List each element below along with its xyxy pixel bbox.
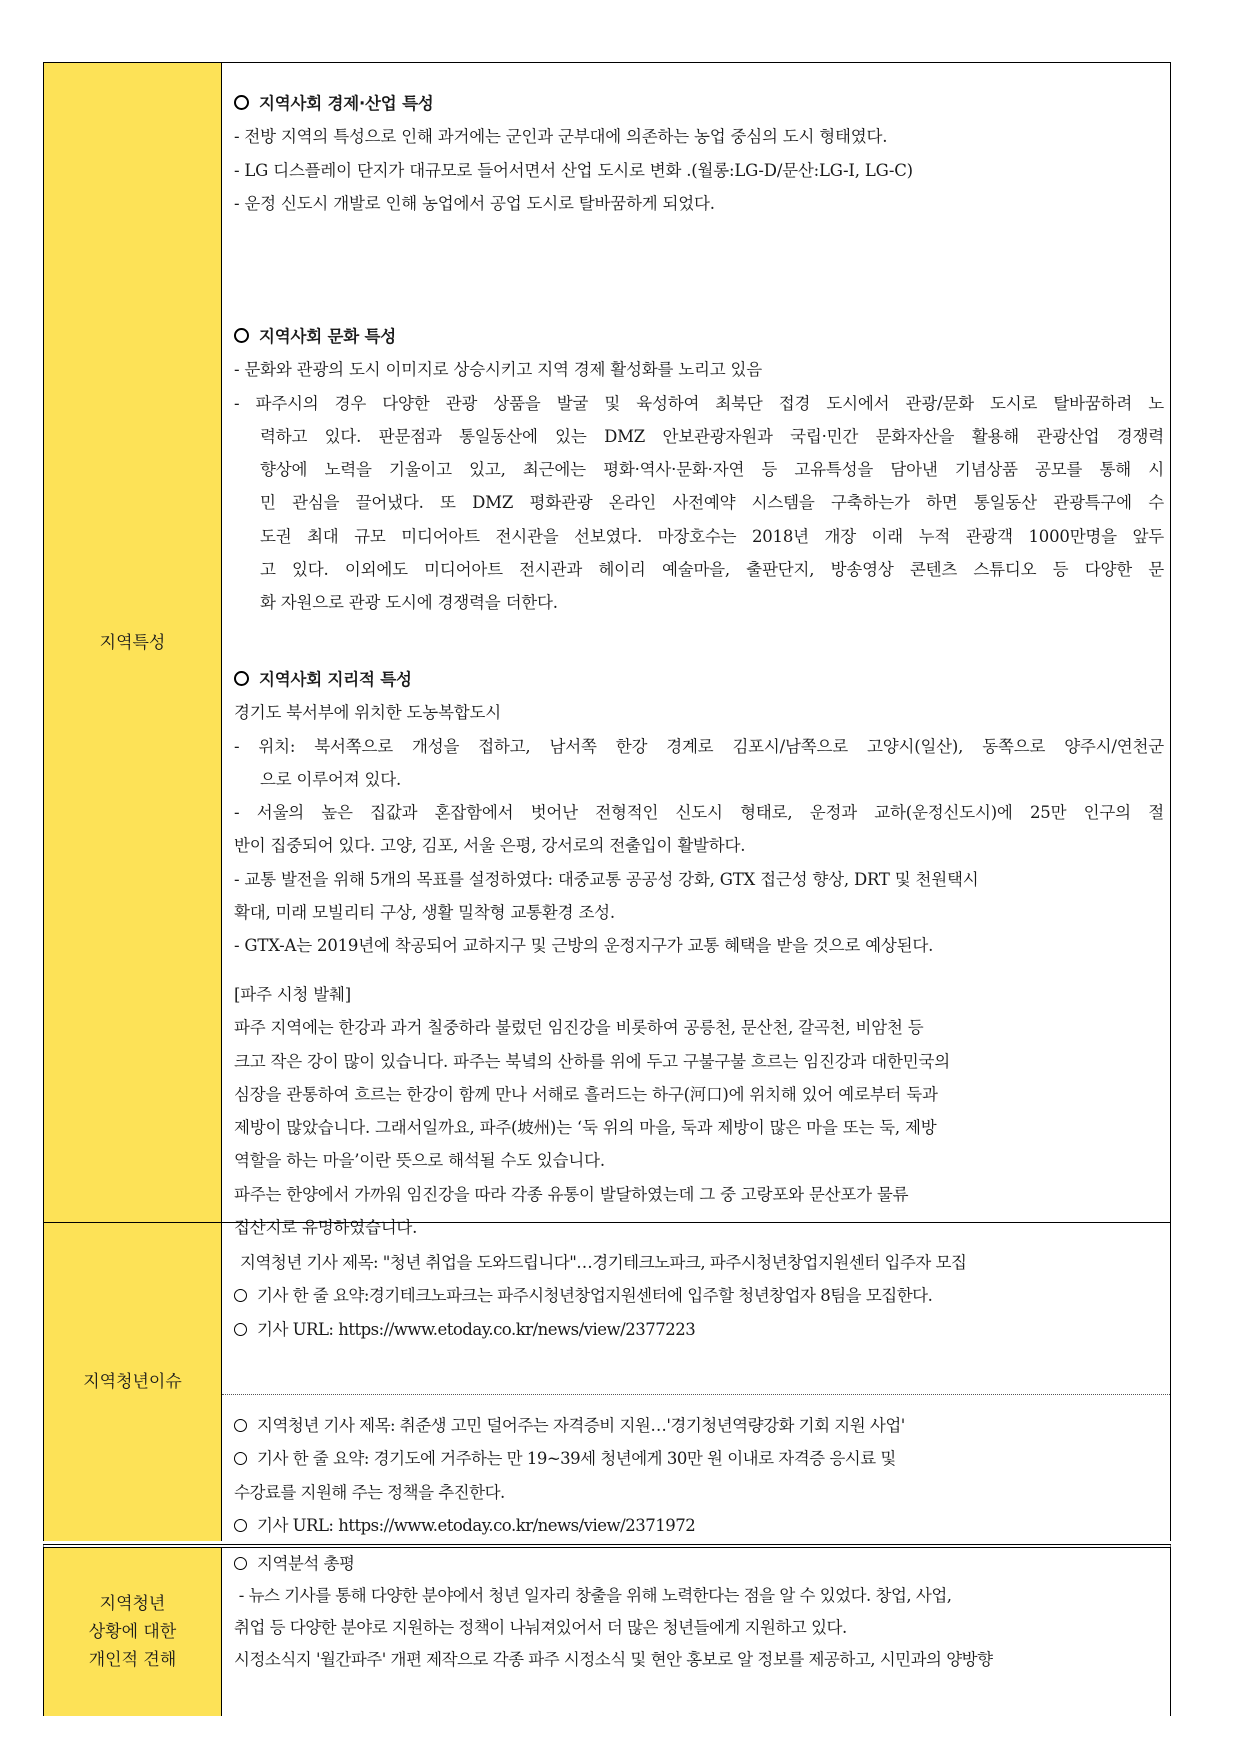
opinion-label-line: 개인적 견해 xyxy=(88,1650,177,1670)
econ-section xyxy=(234,87,1164,220)
econ-line: - 운정 신도시 개발로 인해 농업에서 공업 도시로 탈바꿈하게 되었다. xyxy=(234,193,715,213)
geo-line: - 교통 발전을 위해 5개의 목표를 설정하였다: 대중교통 공공성 강화, GTX 접근성 향상, DRT 및 천원택시 xyxy=(234,869,979,889)
excerpt-line: 크고 작은 강이 많이 있습니다. 파주는 북녘의 산하를 위에 두고 구불구불 흐르는 임진강과 대한민국의 xyxy=(234,1051,950,1071)
article-2-title: 지역청년 기사 제목: 취준생 고민 덜어주는 자격증비 지원…'경기청년역량강화 기회 지원 사업' xyxy=(234,1409,1164,1442)
row-personal-opinion xyxy=(43,1544,1171,1716)
document-table xyxy=(43,62,1171,1712)
row-youth-issues xyxy=(43,1222,1171,1541)
excerpt-title: [파주 시청 발췌] xyxy=(234,985,351,1004)
excerpt-line: 파주 지역에는 한강과 과거 칠중하라 불렀던 임진강을 비롯하여 공릉천, 문산천, 갈곡천, 비암천 등 xyxy=(234,1018,924,1038)
row-label-region: 지역특성 xyxy=(44,63,222,1223)
geo-line: 확대, 미래 모빌리티 구상, 생활 밀착형 교통환경 조성. xyxy=(234,903,615,923)
excerpt-line: 역할을 하는 마을’이란 뜻으로 해석될 수도 있습니다. xyxy=(234,1151,605,1171)
opinion-line: 취업 등 다양한 분야로 지원하는 정책이 나눠져있어서 더 많은 청년들에게 지원하고 있다. xyxy=(234,1618,847,1637)
opinion-content xyxy=(222,1548,1170,1716)
excerpt-line: 심장을 관통하여 흐르는 한강이 함께 만나 서해로 흘러드는 하구(河口)에 위치해 있어 예로부터 둑과 xyxy=(234,1084,938,1104)
econ-line: - LG 디스플레이 단지가 대규모로 들어서면서 산업 도시로 변화 .(월롱:LG-D/문산:LG-I, LG-C) xyxy=(234,160,913,180)
article-2-summary: 기사 한 줄 요약: 경기도에 거주하는 만 19~39세 청년에게 30만 원 이내로 자격증 응시료 및 xyxy=(234,1442,1164,1475)
culture-line: 민 관심을 끌어냈다. 또 DMZ 평화관광 온라인 사전예약 시스템을 구축하는가 하면 통일동산 관광특구에 수 xyxy=(260,493,1164,513)
opinion-label-line: 지역청년 xyxy=(99,1594,166,1614)
circle-bullet-icon xyxy=(234,671,249,686)
geo-line: 경기도 북서부에 위치한 도농복합도시 xyxy=(234,703,501,723)
circle-bullet-icon xyxy=(234,1419,247,1432)
excerpt-line: 집산지로 유명하였습니다. xyxy=(234,1218,418,1238)
opinion-section xyxy=(234,1548,1164,1676)
culture-line: 화 자원으로 관광 도시에 경쟁력을 더한다. xyxy=(260,593,558,613)
circle-bullet-icon xyxy=(234,1452,247,1465)
article-divider xyxy=(222,1394,1170,1395)
geo-line: - GTX-A는 2019년에 착공되어 교하지구 및 근방의 운정지구가 교통 혜택을 받을 것으로 예상된다. xyxy=(234,936,934,956)
opinion-line: - 뉴스 기사를 통해 다양한 분야에서 청년 일자리 창출을 위해 노력한다는 점을 알 수 있었다. 창업, 사업, xyxy=(234,1586,952,1605)
geo-section xyxy=(234,663,1164,963)
excerpt-line: 제방이 많았습니다. 그래서일까요, 파주(坡州)는 ‘둑 위의 마을, 둑과 제방이 많은 마을 또는 둑, 제방 xyxy=(234,1118,937,1138)
region-content xyxy=(222,63,1170,1238)
econ-line: - 전방 지역의 특성으로 인해 과거에는 군인과 군부대에 의존하는 농업 중심의 도시 형태였다. xyxy=(234,127,888,147)
circle-bullet-icon xyxy=(234,1519,247,1532)
culture-line: - 파주시의 경우 다양한 관광 상품을 발굴 및 육성하여 최북단 접경 도시에서 관광/문화 도시로 탈바꿈하려 노 xyxy=(234,393,1164,413)
article-1-summary: 기사 한 줄 요약:경기테크노파크는 파주시청년창업지원센터에 입주할 청년창업자 8팀을 모집한다. xyxy=(234,1279,1164,1312)
article-2 xyxy=(234,1409,1164,1542)
row-label-youth: 지역청년이슈 xyxy=(44,1223,222,1541)
geo-line: 반이 집중되어 있다. 고양, 김포, 서울 은평, 강서로의 전출입이 활발하다. xyxy=(234,836,746,856)
opinion-label-line: 상황에 대한 xyxy=(88,1622,177,1642)
circle-bullet-icon xyxy=(234,95,249,110)
article-2-summary: 수강료를 지원해 주는 정책을 추진한다. xyxy=(234,1482,505,1502)
culture-line: 고 있다. 이외에도 미디어아트 전시관과 헤이리 예술마을, 출판단지, 방송영상 콘텐츠 스튜디오 등 다양한 문 xyxy=(260,560,1164,580)
row-label-opinion xyxy=(44,1548,222,1716)
culture-heading: 지역사회 문화 특성 xyxy=(234,320,1164,353)
article-2-url: 기사 URL: https://www.etoday.co.kr/news/view/2371972 xyxy=(234,1509,1164,1542)
opinion-heading: 지역분석 총평 xyxy=(234,1548,1164,1580)
youth-content xyxy=(222,1223,1170,1541)
geo-line: 으로 이루어져 있다. xyxy=(260,769,402,789)
culture-line: 력하고 있다. 판문점과 통일동산에 있는 DMZ 안보관광자원과 국립·민간 문화자산을 활용해 관광산업 경쟁력 xyxy=(260,426,1164,446)
circle-bullet-icon xyxy=(234,1557,247,1570)
circle-bullet-icon xyxy=(234,1323,247,1336)
article-1-url: 기사 URL: https://www.etoday.co.kr/news/view/2377223 xyxy=(234,1313,1164,1346)
geo-line: - 서울의 높은 집값과 혼잡함에서 벗어난 전형적인 신도시 형태로, 운정과 교하(운정신도시)에 25만 인구의 절 xyxy=(234,803,1164,823)
culture-line: 도권 최대 규모 미디어아트 전시관을 선보였다. 마장호수는 2018년 개장 이래 누적 관광객 1000만명을 앞두 xyxy=(260,526,1164,546)
excerpt-section xyxy=(234,978,1164,1244)
econ-heading: 지역사회 경제·산업 특성 xyxy=(234,87,1164,120)
row-region-characteristics xyxy=(43,62,1171,1238)
culture-section xyxy=(234,320,1164,620)
geo-line: - 위치: 북서쪽으로 개성을 접하고, 남서쪽 한강 경계로 김포시/남쪽으로 고양시(일산), 동쪽으로 양주시/연천군 xyxy=(234,736,1164,756)
culture-line: 향상에 노력을 기울이고 있고, 최근에는 평화·역사·문화·자연 등 고유특성을 담아낸 기념상품 공모를 통해 시 xyxy=(260,460,1164,480)
geo-heading: 지역사회 지리적 특성 xyxy=(234,663,1164,696)
article-1 xyxy=(234,1246,1164,1346)
circle-bullet-icon xyxy=(234,1289,247,1302)
article-1-title: 지역청년 기사 제목: "청년 취업을 도와드립니다"…경기테크노파크, 파주시청년창업지원센터 입주자 모집 xyxy=(240,1253,967,1272)
excerpt-line: 파주는 한양에서 가까워 임진강을 따라 각종 유통이 발달하였는데 그 중 고랑포와 문산포가 물류 xyxy=(234,1184,909,1204)
culture-line: - 문화와 관광의 도시 이미지로 상승시키고 지역 경제 활성화를 노리고 있음 xyxy=(234,360,762,380)
circle-bullet-icon xyxy=(234,328,249,343)
opinion-line: 시정소식지 '월간파주' 개편 제작으로 각종 파주 시정소식 및 현안 홍보로 알 정보를 제공하고, 시민과의 양방향 xyxy=(234,1650,993,1669)
